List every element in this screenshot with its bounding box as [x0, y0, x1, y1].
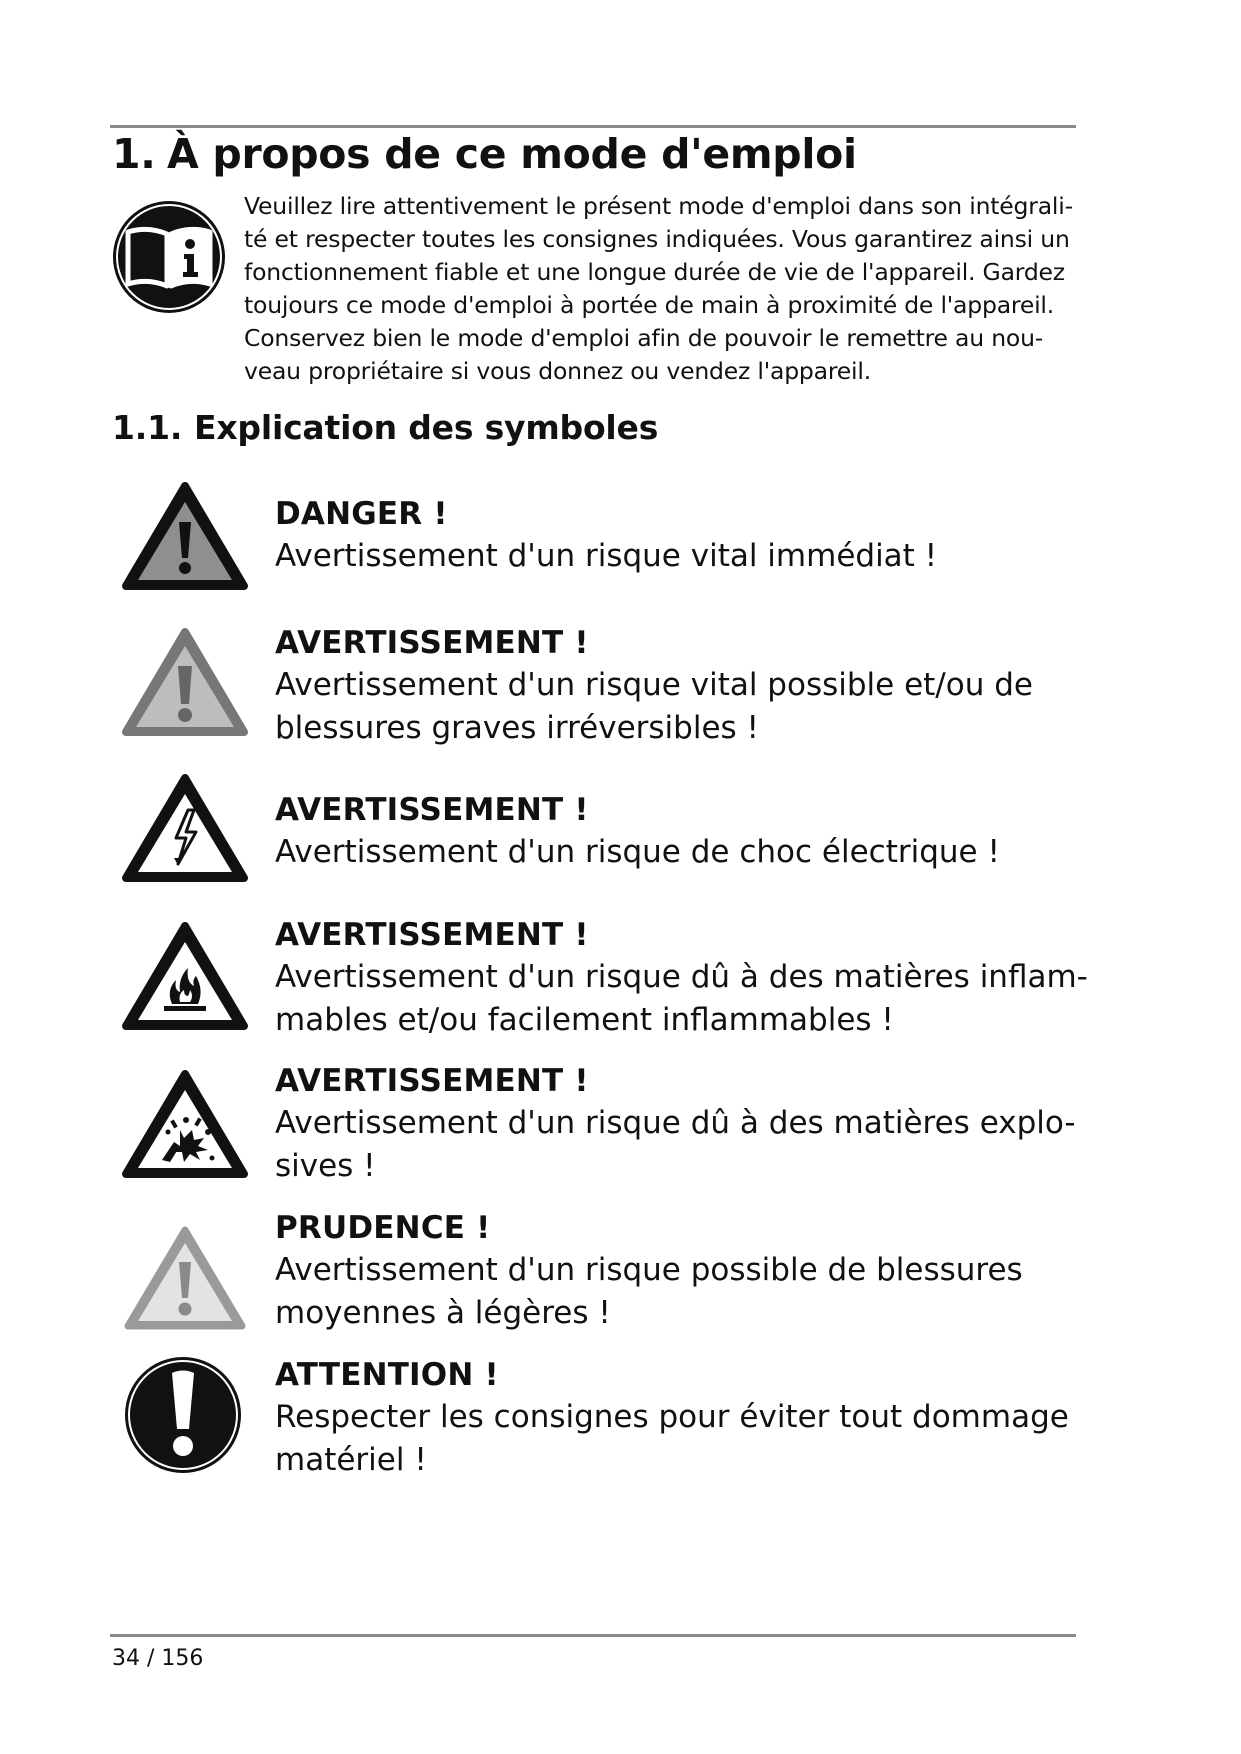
manual-info-icon: [112, 200, 226, 314]
symbol-description: Avertissement d'un risque de choc électrique !: [275, 834, 1000, 870]
symbol-entry: [275, 1207, 1075, 1335]
section-number: 1.: [112, 130, 156, 178]
symbol-entry: [275, 493, 1075, 578]
subsection-number: 1.1.: [112, 408, 183, 447]
symbol-description: moyennes à légères !: [275, 1295, 611, 1331]
symbol-description: sives !: [275, 1148, 376, 1184]
electric-shock-icon: [120, 772, 250, 886]
symbol-description: blessures graves irréversibles !: [275, 710, 759, 746]
symbol-title: AVERTISSEMENT !: [275, 792, 589, 828]
subsection-title: Explication des symboles: [194, 408, 659, 447]
symbol-description: Avertissement d'un risque vital possible et/ou de: [275, 667, 1033, 703]
symbol-title: AVERTISSEMENT !: [275, 1063, 589, 1099]
symbol-entry: [275, 1060, 1075, 1188]
explosive-icon: [120, 1068, 250, 1182]
section-title: À propos de ce mode d'emploi: [167, 130, 857, 178]
intro-paragraph: [244, 190, 1074, 388]
intro-line: té et respecter toutes les consignes indiquées. Vous garantirez ainsi un: [244, 225, 1070, 253]
symbol-title: AVERTISSEMENT !: [275, 917, 589, 953]
symbol-title: AVERTISSEMENT !: [275, 625, 589, 661]
symbol-description: Avertissement d'un risque possible de blessures: [275, 1252, 1023, 1288]
symbol-description: matériel !: [275, 1442, 427, 1478]
intro-line: Veuillez lire attentivement le présent mode d'emploi dans son intégrali-: [244, 192, 1073, 220]
symbol-title: DANGER !: [275, 496, 448, 532]
symbol-title: PRUDENCE !: [275, 1210, 491, 1246]
section-heading: [112, 130, 857, 178]
symbol-entry: [275, 1354, 1075, 1482]
symbol-description: mables et/ou facilement inflammables !: [275, 1002, 894, 1038]
danger-warning-triangle-icon: [120, 480, 250, 594]
symbol-entry: [275, 789, 1075, 874]
page-number: 34 / 156: [112, 1646, 204, 1671]
subsection-heading: [112, 408, 658, 447]
flammable-icon: [120, 920, 250, 1034]
symbol-entry: [275, 914, 1088, 1042]
symbol-description: Avertissement d'un risque dû à des matières explo-: [275, 1105, 1076, 1141]
intro-line: Conservez bien le mode d'emploi afin de pouvoir le remettre au nou-: [244, 324, 1044, 352]
caution-triangle-icon: [120, 1222, 250, 1336]
symbol-description: Respecter les consignes pour éviter tout dommage: [275, 1399, 1069, 1435]
intro-line: veau propriétaire si vous donnez ou vendez l'appareil.: [244, 357, 871, 385]
symbol-description: Avertissement d'un risque vital immédiat !: [275, 538, 938, 574]
intro-line: toujours ce mode d'emploi à portée de main à proximité de l'appareil.: [244, 291, 1055, 319]
bottom-rule: [110, 1634, 1076, 1637]
symbol-entry: [275, 622, 1075, 750]
symbol-description: Avertissement d'un risque dû à des matières inflam-: [275, 959, 1088, 995]
attention-exclamation-icon: [120, 1355, 250, 1469]
top-rule: [110, 125, 1076, 128]
intro-line: fonctionnement fiable et une longue durée de vie de l'appareil. Gardez: [244, 258, 1065, 286]
warning-triangle-icon: [120, 626, 250, 740]
symbol-title: ATTENTION !: [275, 1357, 499, 1393]
